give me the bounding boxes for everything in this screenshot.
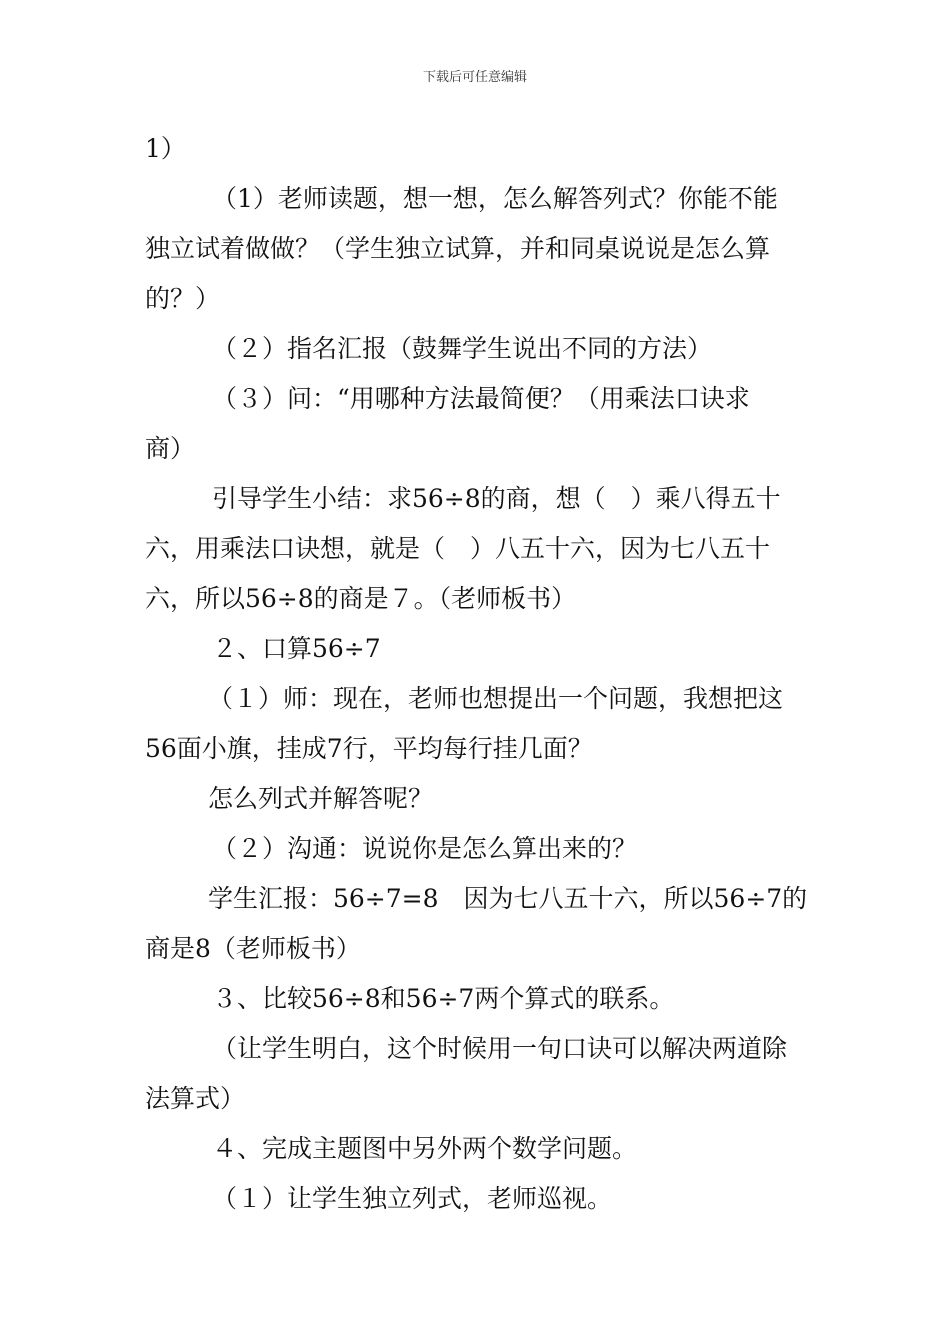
paragraph-line: 法算式） — [145, 1084, 246, 1113]
paragraph-line: 商是8（老师板书） — [145, 934, 361, 963]
paragraph-line: 怎么列式并解答呢？ — [208, 784, 434, 813]
paragraph-line: 学生汇报：56÷7=8 因为七八五十六，所以56÷7的 — [208, 884, 808, 913]
paragraph-line: 的？） — [145, 284, 221, 313]
paragraph-line: 56面小旗，挂成7行，平均每行挂几面？ — [145, 734, 593, 763]
paragraph-line: （让学生明白，这个时候用一句口诀可以解决两道除 — [212, 1034, 788, 1063]
paragraph-line: 商） — [145, 434, 196, 463]
paragraph-line: 1） — [145, 134, 186, 163]
paragraph-line: ２、口算56÷7 — [212, 634, 381, 663]
paragraph-line: （1）老师读题，想一想，怎么解答列式？你能不能 — [212, 184, 778, 213]
paragraph-line: 六，用乘法口诀想，就是（ ）八五十六，因为七八五十 — [145, 534, 771, 563]
paragraph-line: ４、完成主题图中另外两个数学问题。 — [212, 1134, 638, 1163]
paragraph-line: （２）沟通：说说你是怎么算出来的？ — [212, 834, 638, 863]
page-header: 下载后可任意编辑 — [422, 70, 527, 85]
paragraph-line: （３）问：“用哪种方法最简便？（用乘法口诀求 — [212, 384, 750, 413]
paragraph-line: （１）让学生独立列式，老师巡视。 — [212, 1184, 613, 1213]
paragraph-line: 引导学生小结：求56÷8的商，想（ ）乘八得五十 — [212, 484, 781, 513]
paragraph-line: 独立试着做做？（学生独立试算，并和同桌说说是怎么算 — [145, 234, 771, 263]
paragraph-line: （１）师：现在，老师也想提出一个问题，我想把这 — [208, 684, 784, 713]
paragraph-line: （２）指名汇报（鼓舞学生说出不同的方法） — [212, 334, 713, 363]
paragraph-line: ３、比较56÷8和56÷7两个算式的联系。 — [212, 984, 675, 1013]
paragraph-line: 六，所以56÷8的商是７。（老师板书） — [145, 584, 577, 613]
